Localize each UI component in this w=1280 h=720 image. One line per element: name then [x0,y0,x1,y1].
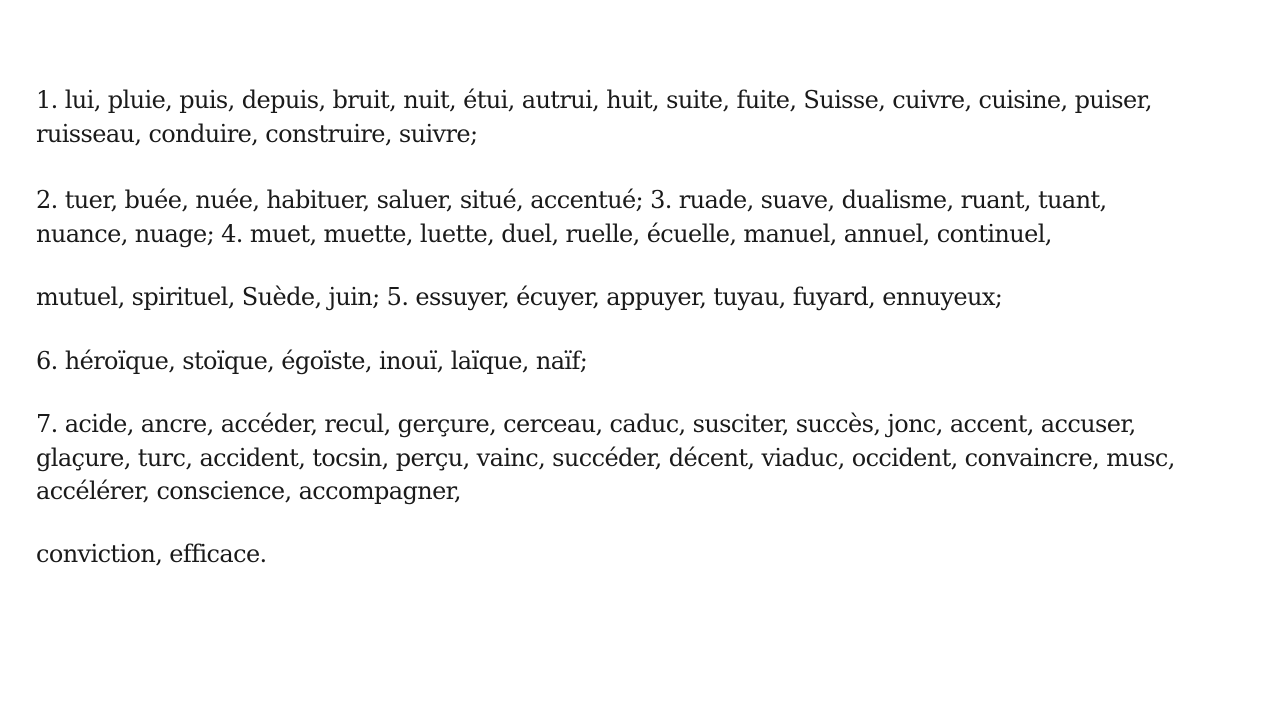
text-line: conviction, efficace. [36,540,267,568]
text-line: nuance, nuage; 4. muet, muette, luette, duel, ruelle, écuelle, manuel, annuel, continuel, [36,220,1052,248]
text-line: ruisseau, conduire, construire, suivre; [36,120,478,148]
text-line: 6. héroïque, stoïque, égoïste, inouï, laïque, naïf; [36,347,588,375]
text-line: 2. tuer, buée, nuée, habituer, saluer, situé, accentué; 3. ruade, suave, dualisme, ruant, tuant, [36,186,1107,214]
text-line: mutuel, spirituel, Suède, juin; 5. essuyer, écuyer, appuyer, tuyau, fuyard, ennuyeux; [36,283,1003,311]
text-line: glaçure, turc, accident, tocsin, perçu, vainc, succéder, décent, viaduc, occident, convaincre, musc, [36,444,1175,472]
text-line: 7. acide, ancre, accéder, recul, gerçure, cerceau, caduc, susciter, succès, jonc, accent, accuser, [36,410,1136,438]
text-line: accélérer, conscience, accompagner, [36,477,461,505]
text-line: 1. lui, pluie, puis, depuis, bruit, nuit, étui, autrui, huit, suite, fuite, Suisse, cuivre, cuisine, puiser, [36,86,1152,114]
